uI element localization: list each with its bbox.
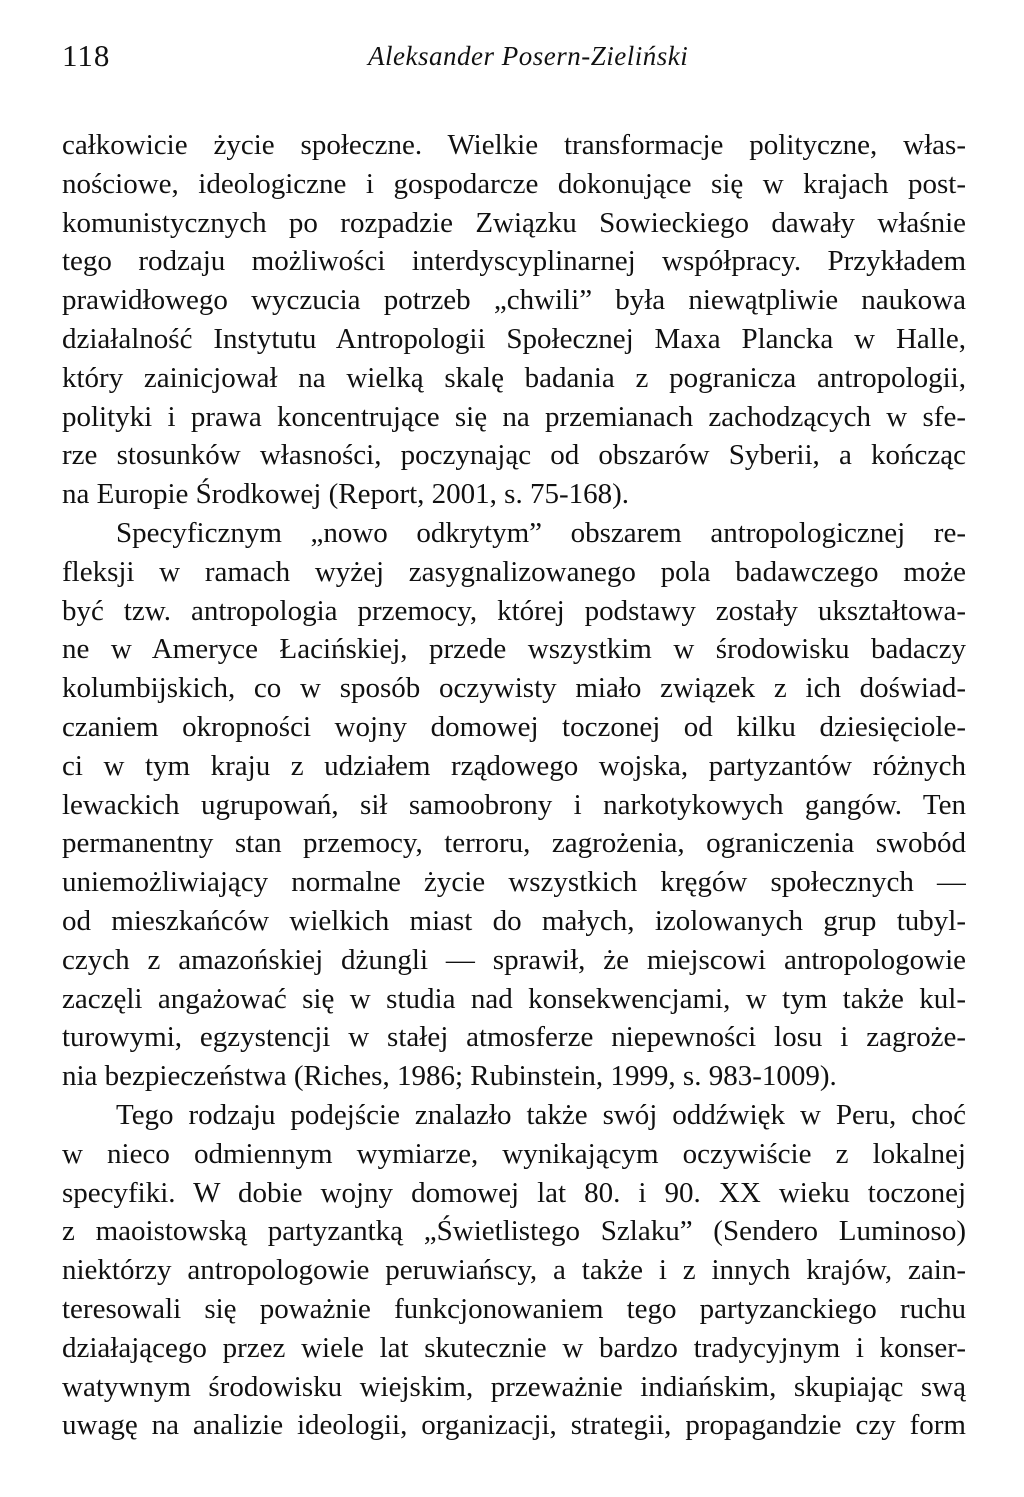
text-line: specyfiki. W dobie wojny domowej lat 80. i 90. XX wieku toczonej (62, 1176, 966, 1209)
text-line: działającego przez wiele lat skutecznie w bardzo tradycyjnym i konser- (62, 1331, 966, 1364)
text-line: nościowe, ideologiczne i gospodarcze dokonujące się w krajach post- (62, 167, 966, 200)
text-line: z maoistowską partyzantką „Świetlistego Szlaku” (Sendero Luminoso) (62, 1215, 966, 1248)
text-line: od mieszkańców wielkich miast do małych, izolowanych grup tubyl- (62, 904, 966, 937)
text-line: Specyficznym „nowo odkrytym” obszarem antropologicznej re- (116, 516, 966, 549)
text-line: teresowali się poważnie funkcjonowaniem tego partyzanckiego ruchu (62, 1292, 966, 1325)
text-line: Tego rodzaju podejście znalazło także swój oddźwięk w Peru, choć (116, 1098, 966, 1131)
text-line: polityki i prawa koncentrujące się na przemianach zachodzących w sfe- (62, 400, 966, 433)
text-line: watywnym środowisku wiejskim, przeważnie indiańskim, skupiając swą (62, 1370, 966, 1403)
text-line: tego rodzaju możliwości interdyscyplinarnej współpracy. Przykładem (62, 245, 966, 278)
text-line: całkowicie życie społeczne. Wielkie transformacje polityczne, włas- (62, 129, 966, 161)
text-line: lewackich ugrupowań, sił samoobrony i narkotykowych gangów. Ten (62, 788, 966, 821)
text-line: fleksji w ramach wyżej zasygnalizowanego pola badawczego może (62, 555, 966, 588)
text-line: ne w Ameryce Łacińskiej, przede wszystkim w środowisku badaczy (62, 633, 966, 666)
running-title: Aleksander Posern-Zieliński (368, 41, 689, 71)
text-line: rze stosunków własności, poczynając od obszarów Syberii, a kończąc (62, 439, 966, 472)
text-line: turowymi, egzystencji w stałej atmosferze niepewności losu i zagroże- (62, 1021, 966, 1054)
text-line: uwagę na analizie ideologii, organizacji, strategii, propagandzie czy form (62, 1409, 966, 1442)
text-line: uniemożliwiający normalne życie wszystkich kręgów społecznych — (62, 866, 966, 899)
text-line: ci w tym kraju z udziałem rządowego wojska, partyzantów różnych (62, 749, 966, 782)
text-line: na Europie Środkowej (Report, 2001, s. 75-168). (62, 478, 630, 511)
text-line: nia bezpieczeństwa (Riches, 1986; Rubinstein, 1999, s. 983-1009). (62, 1060, 837, 1093)
text-line: czych z amazońskiej dżungli — sprawił, że miejscowi antropologowie (62, 943, 966, 976)
running-head (62, 36, 966, 76)
text-line: zaczęli angażować się w studia nad konsekwencjami, w tym także kul- (62, 982, 966, 1015)
page-number: 118 (62, 38, 111, 73)
body-text (62, 126, 966, 1445)
text-line: komunistycznych po rozpadzie Związku Sowieckiego dawały właśnie (62, 206, 966, 239)
text-line: prawidłowego wyczucia potrzeb „chwili” była niewątpliwie naukowa (62, 284, 966, 317)
text-line: który zainicjował na wielką skalę badania z pogranicza antropologii, (62, 361, 966, 394)
text-line: być tzw. antropologia przemocy, której podstawy zostały ukształtowa- (62, 594, 966, 627)
text-line: w nieco odmiennym wymiarze, wynikającym oczywiście z lokalnej (62, 1137, 966, 1170)
text-line: kolumbijskich, co w sposób oczywisty miało związek z ich doświad- (62, 672, 966, 705)
text-line: czaniem okropności wojny domowej toczonej od kilku dziesięciole- (62, 710, 966, 743)
text-line: działalność Instytutu Antropologii Społecznej Maxa Plancka w Halle, (62, 322, 966, 355)
text-line: permanentny stan przemocy, terroru, zagrożenia, ograniczenia swobód (62, 827, 966, 860)
text-line: niektórzy antropologowie peruwiańscy, a także i z innych krajów, zain- (62, 1254, 966, 1287)
